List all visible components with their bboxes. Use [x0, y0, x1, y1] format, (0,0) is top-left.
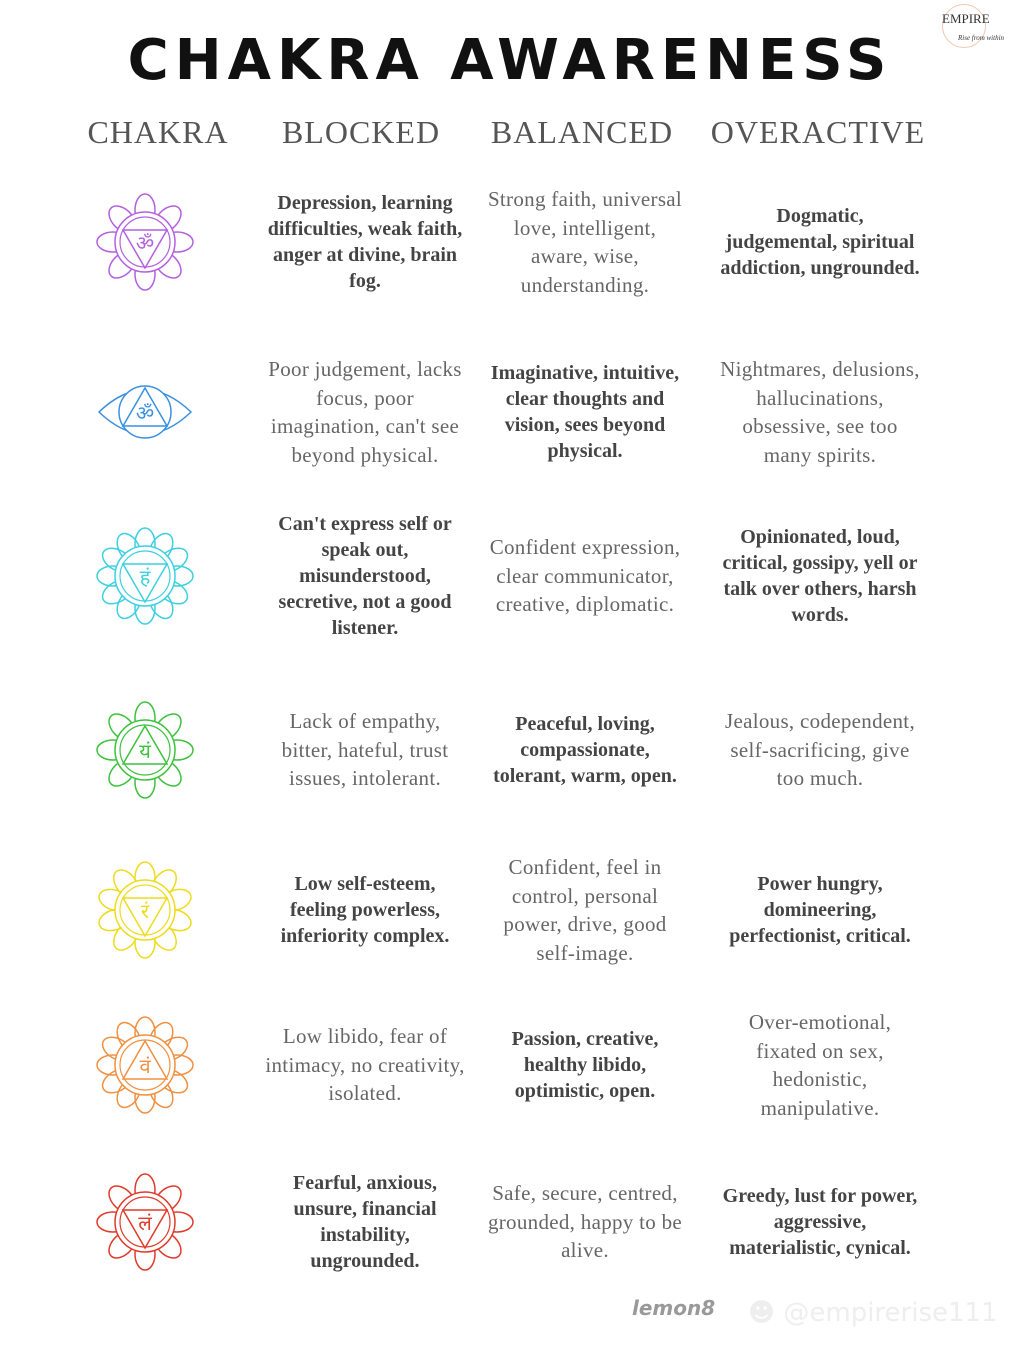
- svg-text:ॐ: ॐ: [135, 403, 155, 425]
- header-overactive: OVERACTIVE: [710, 114, 926, 150]
- third-eye-chakra-icon: [95, 362, 195, 462]
- svg-text:वं: वं: [139, 1056, 151, 1078]
- heart-blocked-text: Lack of empathy, bitter, hateful, trust issues, intolerant.: [281, 709, 449, 790]
- root-chakra-icon: [95, 1172, 195, 1272]
- heart-overactive-text: Jealous, codependent, self-sacrificing, give too much.: [725, 709, 915, 790]
- header-balanced: BALANCED: [490, 114, 674, 150]
- svg-text:रं: रं: [140, 901, 150, 923]
- lemon8-watermark: lemon8: [632, 1296, 716, 1320]
- page-title: CHAKRA AWARENESS: [127, 28, 893, 93]
- throat-overactive-text: Opinionated, loud, critical, gossipy, yell or talk over others, harsh words.: [722, 526, 918, 626]
- svg-text:हं: हं: [139, 567, 151, 589]
- sacral-balanced-text: Passion, creative, healthy libido, optimistic, open.: [511, 1028, 659, 1102]
- heart-chakra-icon: [95, 700, 195, 800]
- crown-blocked-text: Depression, learning difficulties, weak faith, anger at divine, brain fog.: [267, 192, 463, 292]
- sacral-blocked-text: Low libido, fear of intimacy, no creativity, isolated.: [265, 1024, 465, 1105]
- crown-chakra-icon: [95, 192, 195, 292]
- header-blocked: BLOCKED: [281, 114, 441, 150]
- heart-balanced-text: Peaceful, loving, compassionate, tolerant, warm, open.: [493, 713, 677, 787]
- throat-balanced-text: Confident expression, clear communicator, creative, diplomatic.: [489, 535, 681, 616]
- solar-plexus-overactive-text: Power hungry, domineering, perfectionist, critical.: [729, 873, 911, 947]
- svg-text:ॐ: ॐ: [135, 233, 155, 255]
- throat-chakra-icon: [95, 526, 195, 626]
- header-chakra: CHAKRA: [87, 114, 229, 150]
- empire-logo: EMPIRE Rise from within: [928, 4, 1014, 54]
- third-eye-balanced-text: Imaginative, intuitive, clear thoughts and vision, sees beyond physical.: [490, 362, 680, 462]
- throat-blocked-text: Can't express self or speak out, misunderstood, secretive, not a good listener.: [278, 513, 452, 639]
- crown-overactive-text: Dogmatic, judgemental, spiritual addiction, ungrounded.: [720, 205, 920, 279]
- third-eye-blocked-text: Poor judgement, lacks focus, poor imagination, can't see beyond physical.: [268, 357, 462, 467]
- root-blocked-text: Fearful, anxious, unsure, financial instability, ungrounded.: [293, 1172, 437, 1272]
- sacral-chakra-icon: [95, 1015, 195, 1115]
- svg-text:यं: यं: [139, 741, 151, 763]
- third-eye-overactive-text: Nightmares, delusions, hallucinations, obsessive, see too many spirits.: [720, 357, 920, 467]
- root-overactive-text: Greedy, lust for power, aggressive, materialistic, cynical.: [722, 1185, 918, 1259]
- crown-balanced-text: Strong faith, universal love, intelligent, aware, wise, understanding.: [487, 187, 683, 297]
- solar-plexus-chakra-icon: [95, 860, 195, 960]
- user-handle-watermark: ☻ @empirerise111: [748, 1298, 998, 1328]
- sacral-overactive-text: Over-emotional, fixated on sex, hedonistic, manipulative.: [748, 1010, 892, 1120]
- svg-text:लं: लं: [138, 1213, 152, 1235]
- solar-plexus-blocked-text: Low self-esteem, feeling powerless, inferiority complex.: [280, 873, 450, 947]
- solar-plexus-balanced-text: Confident, feel in control, personal power, drive, good self-image.: [503, 855, 667, 965]
- root-balanced-text: Safe, secure, centred, grounded, happy to be alive.: [487, 1181, 683, 1262]
